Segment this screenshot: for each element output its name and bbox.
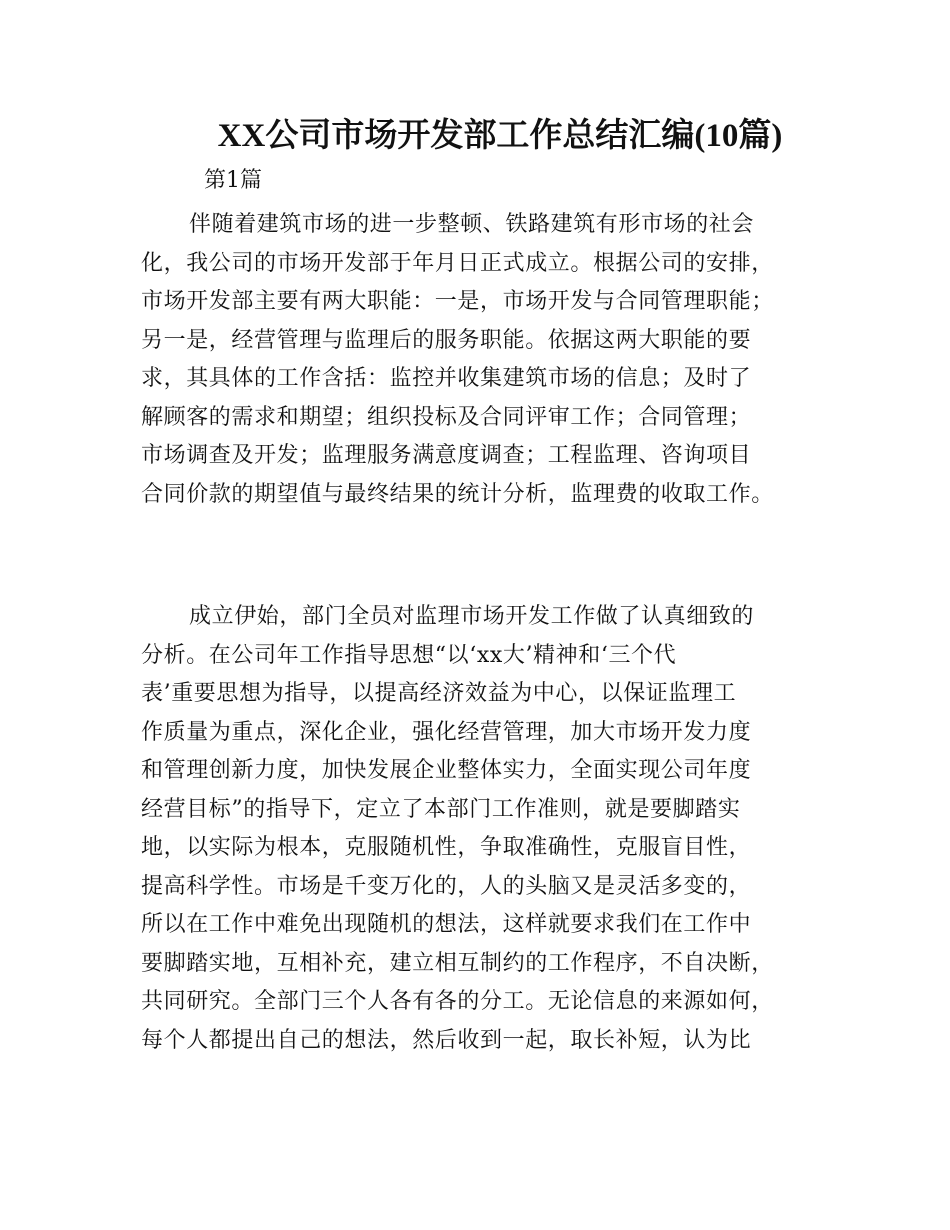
paragraph-line: 所以在工作中难免出现随机的想法，这样就要求我们在工作中 — [141, 912, 752, 937]
paragraph-line: 成立伊始，部门全员对监理市场开发工作做了认真细致的 — [189, 604, 755, 629]
paragraph-line: 合同价款的期望值与最终结果的统计分析，监理费的收取工作。 — [141, 481, 774, 507]
paragraph-line: 经营目标”的指导下，定立了本部门工作准则，就是要脚踏实 — [141, 796, 741, 822]
paragraph-line: 解顾客的需求和期望；组织投标及合同评审工作；合同管理； — [141, 404, 752, 430]
paragraph-line: 和管理创新力度，加快发展企业整体实力，全面实现公司年度 — [141, 758, 752, 783]
paragraph-line: 地，以实际为根本，克服随机性，争取准确性，克服盲目性， — [141, 835, 752, 860]
section-label: 第1篇 — [204, 168, 262, 193]
paragraph-line: 化，我公司的市场开发部于年月日正式成立。根据公司的安排， — [141, 250, 774, 276]
paragraph-line: 市场开发部主要有两大职能：一是，市场开发与合同管理职能； — [141, 289, 774, 314]
paragraph-line: 提高科学性。市场是千变万化的，人的头脑又是灵活多变的， — [141, 873, 752, 899]
paragraph-line: 求，其具体的工作含括：监控并收集建筑市场的信息；及时了 — [141, 366, 752, 391]
paragraph — [141, 206, 841, 514]
document-title: XX公司市场开发部工作总结汇编(10篇) — [217, 118, 783, 154]
paragraph-line: 另一是，经营管理与监理后的服务职能。依据这两大职能的要 — [141, 327, 752, 353]
paragraph-line: 伴随着建筑市场的进一步整顿、铁路建筑有形市场的社会 — [189, 212, 755, 237]
paragraph-line: 要脚踏实地，互相补充，建立相互制约的工作程序，不自决断， — [141, 950, 774, 976]
paragraph-line: 作质量为重点，深化企业，强化经营管理，加大市场开发力度 — [141, 719, 752, 745]
paragraph-line: 共同研究。全部门三个人各有各的分工。无论信息的来源如何， — [141, 989, 774, 1014]
paragraph-line: 市场调查及开发；监理服务满意度调查；工程监理、咨询项目 — [141, 443, 752, 468]
paragraph-line: 表’重要思想为指导，以提高经济效益为中心，以保证监理工 — [141, 681, 737, 706]
paragraph — [141, 598, 841, 1060]
paragraph-line: 分析。在公司年工作指导思想“以‘xx大’精神和‘三个代 — [141, 642, 677, 668]
paragraph-line: 每个人都提出自己的想法，然后收到一起，取长补短，认为比 — [141, 1027, 752, 1053]
